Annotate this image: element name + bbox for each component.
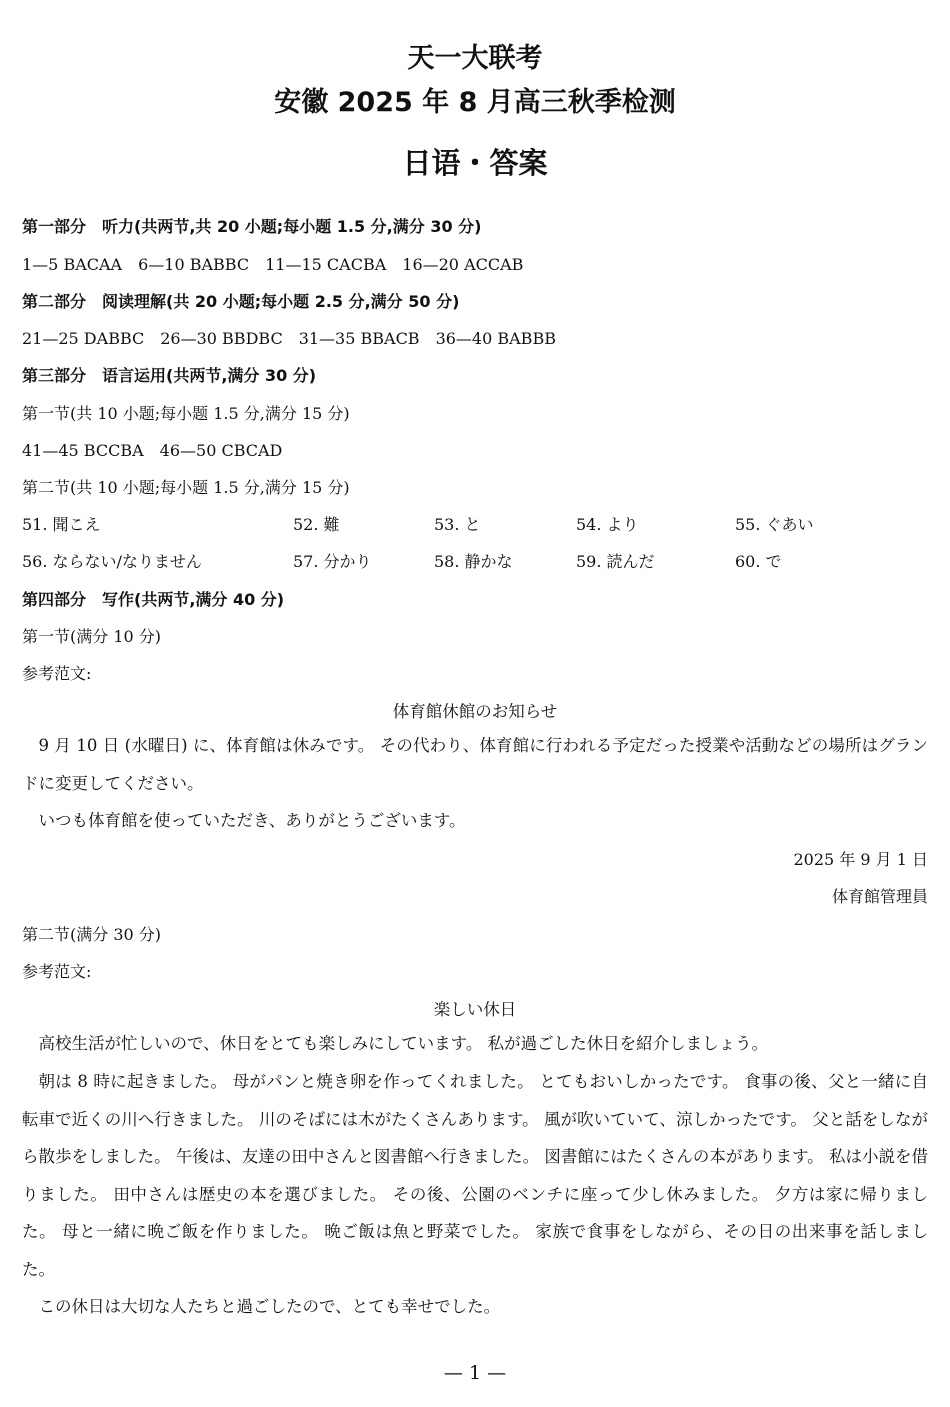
part3-heading: 第三部分 语言运用(共两节,满分 30 分) <box>22 366 317 385</box>
exam-series-title: 天一大联考 <box>407 43 543 74</box>
answer-55: 55. ぐあい <box>735 515 814 534</box>
notice-signature: 体育館管理員 <box>831 887 928 906</box>
answer-56: 56. ならない/なりません <box>22 552 202 571</box>
answer-53: 53. と <box>434 515 481 534</box>
subject-title: 日语・答案 <box>402 146 548 180</box>
part4-section2-sample-label: 参考范文: <box>22 962 92 981</box>
answer-51: 51. 聞こえ <box>22 515 101 534</box>
part4-section1-sample-label: 参考范文: <box>22 664 92 683</box>
part1-heading: 第一部分 听力(共两节,共 20 小题;每小题 1.5 分,满分 30 分) <box>22 217 482 236</box>
answer-58: 58. 静かな <box>434 552 513 571</box>
notice-paragraph-2: いつも体育館を使っていただき、ありがとうございます。 <box>38 811 466 830</box>
answer-57: 57. 分かり <box>293 552 372 571</box>
answer-52: 52. 難 <box>293 515 340 534</box>
part4-heading: 第四部分 写作(共两节,满分 40 分) <box>22 590 285 609</box>
part4-section2-heading: 第二节(满分 30 分) <box>22 925 162 944</box>
part4-section1-heading: 第一节(满分 10 分) <box>22 627 162 646</box>
essay-paragraph-3: この休日は大切な人たちと過ごしたので、とても幸せでした。 <box>38 1297 501 1316</box>
answer-54: 54. より <box>576 515 639 534</box>
part2-heading: 第二部分 阅读理解(共 20 小题;每小题 2.5 分,满分 50 分) <box>22 292 460 311</box>
exam-title: 安徽 2025 年 8 月高三秋季检测 <box>274 87 676 118</box>
notice-date: 2025 年 9 月 1 日 <box>793 850 928 869</box>
part2-answers: 21—25 DABBC 26—30 BBDBC 31—35 BBACB 36—40 BABBB <box>22 329 556 348</box>
part3-section1-answers: 41—45 BCCBA 46—50 CBCAD <box>22 441 283 460</box>
answer-59: 59. 読んだ <box>576 552 655 571</box>
page-number: — 1 — <box>443 1362 507 1384</box>
essay-paragraph-2: 朝は 8 時に起きました。 母がパンと焼き卵を作ってくれました。 とてもおいしかったです。 食事の後、父と一緒に自転車で近くの川へ行きました。 川のそばには木がたくさんあります。 風が吹いていて、涼しかったです。 父と話をしながら散歩をしました。 午後は、友達の田中さんと図書館へ行きました。 図書館にはたくさんの本があります。 私は小説を借りました。 田中さんは歴史の本を選びました。 その後、公園のベンチに座って少し休みました。 夕方は家に帰りました。 母と一緒に晩ご飯を作りました。 晩ご飯は魚と野菜でした。 家族で食事をしながら、その日の出来事を話しました。 <box>22 1072 928 1279</box>
answer-60: 60. で <box>735 552 782 571</box>
notice-paragraph-1: 9 月 10 日 (水曜日) に、体育館は休みです。 その代わり、体育館に行われる予定だった授業や活動などの場所はグランドに変更してください。 <box>22 736 928 793</box>
notice-title: 体育館休館のお知らせ <box>392 702 558 721</box>
part1-answers: 1—5 BACAA 6—10 BABBC 11—15 CACBA 16—20 ACCAB <box>22 255 524 274</box>
part3-section1-heading: 第一节(共 10 小题;每小题 1.5 分,满分 15 分) <box>22 404 350 423</box>
part3-section2-heading: 第二节(共 10 小题;每小题 1.5 分,满分 15 分) <box>22 478 350 497</box>
essay-title: 楽しい休日 <box>433 1000 517 1019</box>
essay-paragraph-1: 高校生活が忙しいので、休日をとても楽しみにしています。 私が過ごした休日を紹介しましょう。 <box>38 1034 769 1053</box>
